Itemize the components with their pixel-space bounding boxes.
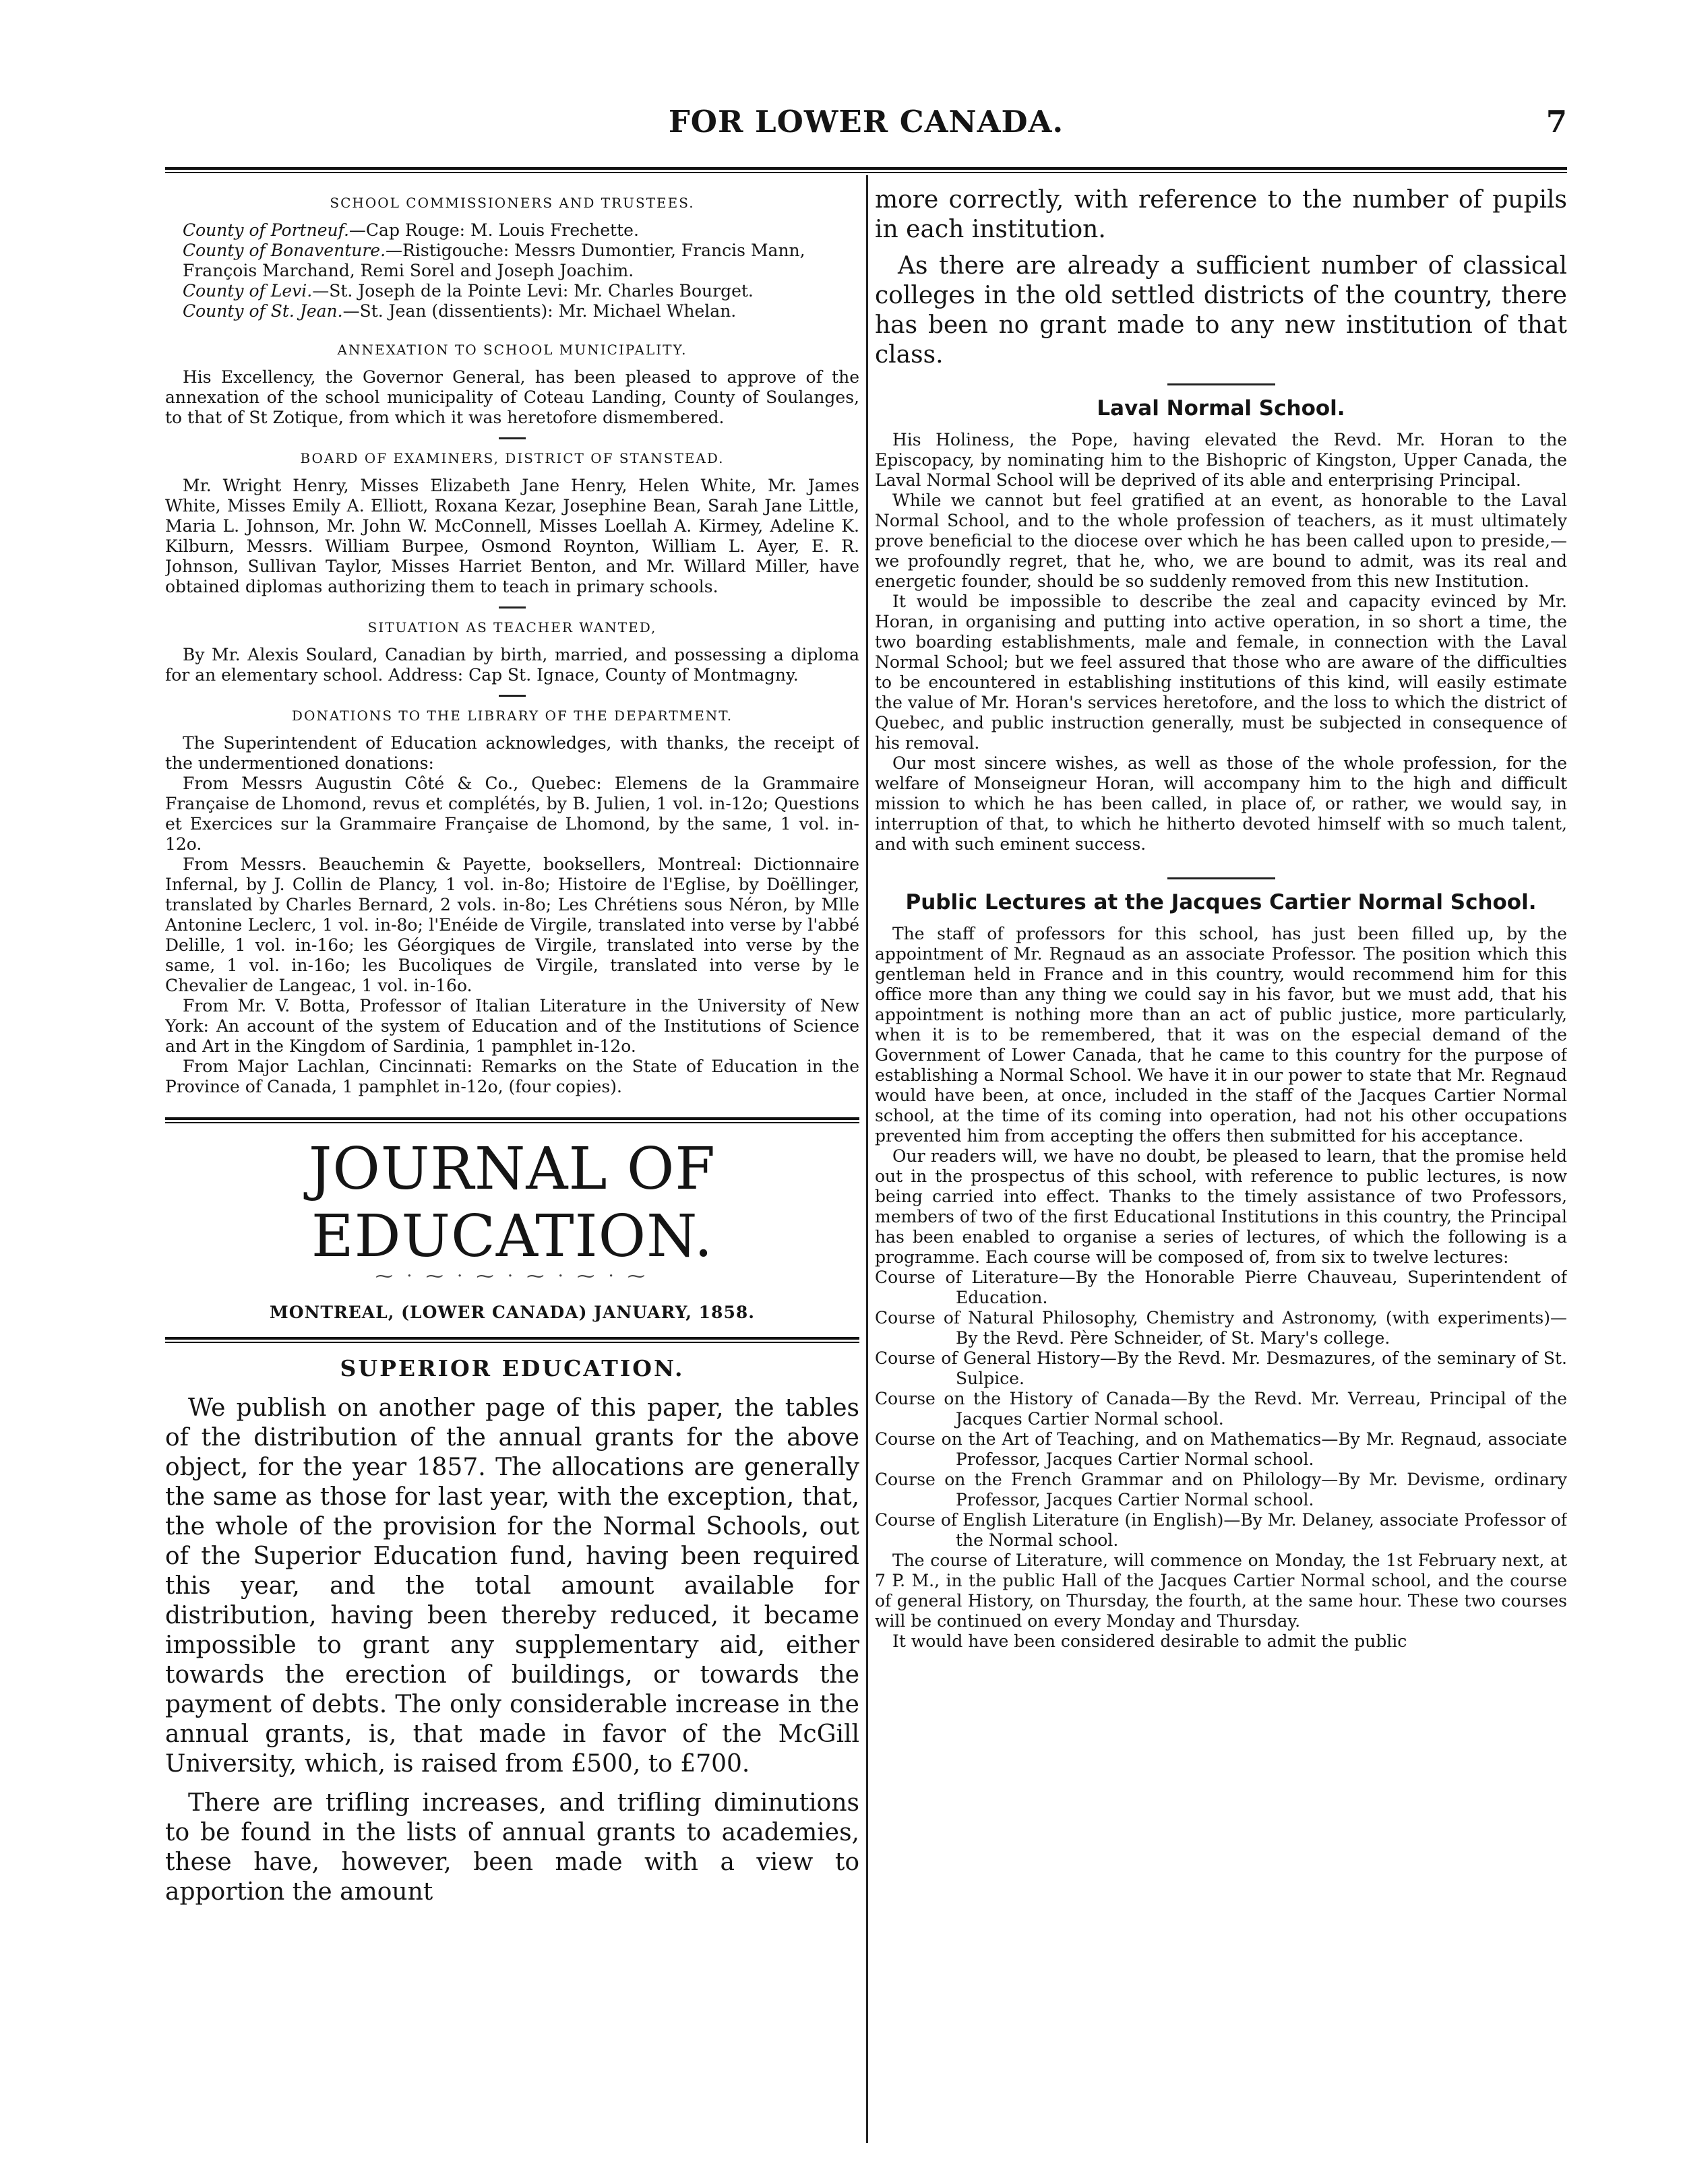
course-item: Course of Literature—By the Honorable Pierre Chauveau, Superintendent of Education. [875, 1268, 1567, 1307]
course-item: Course of General History—By the Revd. Mr. Desmazures, of the seminary of St. Sulpice. [875, 1348, 1567, 1388]
course-item: Course of English Literature (in English)—By Mr. Delaney, associate Professor of the Normal school. [875, 1510, 1567, 1550]
lectures-text: The course of Literature, will commence on Monday, the 1st February next, at 7 P. M., in the public Hall of the Jacques Cartier Normal school, and the course of general History, on Thursday, the fourth, at the same hour. These two courses will be continued on every Monday and Thursday. [875, 1551, 1567, 1631]
superior-education-heading: SUPERIOR EDUCATION. [340, 1355, 685, 1381]
donations-text: From Major Lachlan, Cincinnati: Remarks on the State of Education in the Province of Canada, 1 pamphlet in-12o, (four copies). [165, 1057, 859, 1096]
left-column [165, 185, 859, 1916]
course-item: Course on the History of Canada—By the Revd. Mr. Verreau, Principal of the Jacques Cartier Normal school. [875, 1389, 1567, 1429]
commissioner-entry: County of Portneuf.—Cap Rouge: M. Louis Frechette. [183, 220, 639, 240]
laval-text: Our most sincere wishes, as well as those of the whole profession, for the welfare of Monseigneur Horan, will accompany him to the high and difficult mission to which he has been called, in place of, or rather, we would say, in interruption of that, to which he hitherto devoted himself with so much talent, and with such eminent success. [875, 753, 1567, 854]
separator-dash [499, 606, 526, 609]
laval-heading: Laval Normal School. [1097, 396, 1345, 420]
lectures-text: The staff of professors for this school, has just been filled up, by the appointment of Mr. Regnaud as an associate Professor. The position which this gentleman held in France and in this country, would recommend him for this office more than any thing we could say in his favor, but we must add, that his appointment is nothing more than an act of public justice, more particularly, when it is to be remembered, that it was on the especial demand of the Government of Lower Canada, that he came to this country for the purpose of establishing a Normal School. We have it in our power to state that Mr. Regnaud would have been, at once, included in the staff of the Jacques Cartier Normal school, at the time of its coming into operation, had not his other occupations prevented him from accepting the offers then submitted for his acceptance. [875, 924, 1567, 1146]
header-rule [165, 167, 1567, 173]
examiners-text: Mr. Wright Henry, Misses Elizabeth Jane Henry, Helen White, Mr. James White, Misses Emily A. Elliott, Roxana Kezar, Josephine Bean, Sarah Jane Little, Maria L. Johnson, Mr. John W. McConnell, Misses Loellah A. Kirmey, Adeline K. Kilburn, Messrs. William Burpee, Osmond Roynton, William L. Ayer, E. R. Johnson, Sullivan Taylor, Misses Harriet Benton, and Mr. Willard Miller, have obtained diplomas authorizing them to teach in primary schools. [165, 476, 859, 596]
situation-text: By Mr. Alexis Soulard, Canadian by birth, married, and possessing a diploma for an elementary school. Address: Cap St. Ignace, County of Montmagny. [165, 645, 859, 685]
laval-text: It would be impossible to describe the zeal and capacity evinced by Mr. Horan, in organising and putting into active operation, in so short a time, the two boarding establishments, male and female, in connection with the Laval Normal School; but we feel assured that those who are aware of the difficulties to be encountered in establishing institutions of this kind, will easily estimate the value of Mr. Horan's services heretofore, and the loss to which the district of Quebec, and public instruction generally, must be subjected in consequence of his removal. [875, 592, 1567, 753]
commissioners-heading: SCHOOL COMMISSIONERS AND TRUSTEES. [330, 195, 695, 211]
commissioner-entry: County of Levi.—St. Joseph de la Pointe Levi: Mr. Charles Bourget. [183, 281, 754, 301]
examiners-heading: BOARD OF EXAMINERS, DISTRICT OF STANSTEAD. [300, 450, 725, 466]
laval-text: While we cannot but feel gratified at an event, as honorable to the Laval Normal School, and to the whole profession of teachers, as it must ultimately prove beneficial to the diocese over which he has been called upon to preside,—we profoundly regret, that he, who, we are bound to admit, was its real and energetic founder, should be so suddenly removed from this new Institution. [875, 491, 1567, 591]
section-rule [1167, 383, 1275, 385]
section-rule [165, 1117, 859, 1123]
lectures-text: It would have been considered desirable to admit the public [892, 1631, 1407, 1651]
separator-dash [499, 437, 526, 439]
commissioner-entry: County of St. Jean.—St. Jean (dissentients): Mr. Michael Whelan. [183, 301, 737, 321]
right-column [875, 185, 1567, 1652]
continued-text: more correctly, with reference to the number of pupils in each institution. [875, 186, 1567, 243]
page-number: 7 [1546, 104, 1567, 139]
laval-text: His Holiness, the Pope, having elevated the Revd. Mr. Horan to the Episcopacy, by nominating him to the Bishopric of Kingston, Upper Canada, the Laval Normal School will be deprived of its able and enterprising Principal. [875, 430, 1567, 490]
column-divider [866, 175, 868, 2143]
course-item: Course on the Art of Teaching, and on Mathematics—By Mr. Regnaud, associate Professor, Jacques Cartier Normal school. [875, 1429, 1567, 1469]
donations-text: From Mr. V. Botta, Professor of Italian Literature in the University of New York: An account of the system of Education and of the Institutions of Science and Art in the Kingdom of Sardinia, 1 pamphlet in-12o. [165, 996, 859, 1056]
situation-heading: SITUATION AS TEACHER WANTED, [367, 619, 657, 635]
donations-heading: DONATIONS TO THE LIBRARY OF THE DEPARTMENT. [291, 708, 733, 724]
course-item: Course on the French Grammar and on Philology—By Mr. Devisme, ordinary Professor, Jacques Cartier Normal school. [875, 1470, 1567, 1509]
separator-dash [499, 695, 526, 697]
annexation-text: His Excellency, the Governor General, has been pleased to approve of the annexation of the school municipality of Coteau Landing, County of Soulanges, to that of St Zotique, from which it was heretofore dismembered. [165, 367, 859, 427]
section-rule [165, 1337, 859, 1343]
ornament-rule: ⁓ · ⁓ · ⁓ · ⁓ · ⁓ · ⁓ [375, 1266, 649, 1286]
superior-education-text: There are trifling increases, and trifling diminutions to be found in the lists of annual grants to academies, these have, however, been made with a view to apportion the amount [165, 1789, 859, 1906]
superior-education-text: We publish on another page of this paper, the tables of the distribution of the annual grants for the above object, for the year 1857. The allocations are generally the same as those for last year, with the exception, that, the whole of the provision for the Normal Schools, out of the Superior Education fund, having been required this year, and the total amount available for distribution, having been thereby reduced, it became impossible to grant any supplementary aid, either towards the erection of buildings, or towards the payment of debts. The only considerable increase in the annual grants, is, that made in favor of the McGill University, which, is raised from £500, to £700. [165, 1394, 859, 1778]
lectures-heading: Public Lectures at the Jacques Cartier Normal School. [905, 890, 1537, 914]
continued-text: As there are already a sufficient number of classical colleges in the old settled districts of the country, there has been no grant made to any new institution of that class. [875, 252, 1567, 369]
course-item: Course of Natural Philosophy, Chemistry and Astronomy, (with experiments)—By the Revd. Père Schneider, of St. Mary's college. [875, 1308, 1567, 1348]
donations-text: The Superintendent of Education acknowledges, with thanks, the receipt of the undermentioned donations: [165, 733, 859, 773]
running-title: FOR LOWER CANADA. [668, 104, 1064, 139]
page-header [165, 94, 1567, 168]
dateline: MONTREAL, (LOWER CANADA) JANUARY, 1858. [270, 1303, 755, 1322]
journal-title: JOURNAL OF EDUCATION. [308, 1135, 716, 1270]
lectures-text: Our readers will, we have no doubt, be pleased to learn, that the promise held out in the prospectus of this school, with reference to public lectures, is now being carried into effect. Thanks to the timely assistance of two Professors, members of two of the first Educational Institutions in this country, the Principal has been enabled to organise a series of lectures, of which the following is a programme. Each course will be composed of, from six to twelve lectures: [875, 1146, 1567, 1267]
section-rule [1167, 877, 1275, 879]
annexation-heading: ANNEXATION TO SCHOOL MUNICIPALITY. [337, 342, 687, 358]
donations-text: From Messrs Augustin Côté & Co., Quebec: Elemens de la Grammaire Française de Lhomond, revus et complétés, by B. Julien, 1 vol. in-12o; Questions et Exercices sur la Grammaire Française de Lhomond, by the same, 1 vol. in-12o. [165, 774, 859, 854]
commissioner-entry: County of Bonaventure.—Ristigouche: Messrs Dumontier, Francis Mann, François Marchand, Remi Sorel and Joseph Joachim. [183, 241, 805, 280]
donations-text: From Messrs. Beauchemin & Payette, booksellers, Montreal: Dictionnaire Infernal, by J. Collin de Plancy, 1 vol. in-8o; Histoire de l'Eglise, by Doëllinger, translated by Charles Bernard, 2 vols. in-8o; Les Chrétiens sous Néron, by Mlle Antonine Leclerc, 1 vol. in-8o; l'Enéide de Virgile, translated into verse by l'abbé Delille, 1 vol. in-16o; les Géorgiques de Virgile, translated into verse by the same, 1 vol. in-16o; les Bucoliques de Virgile, translated into verse by le Chevalier de Langeac, 1 vol. in-16o. [165, 854, 859, 995]
